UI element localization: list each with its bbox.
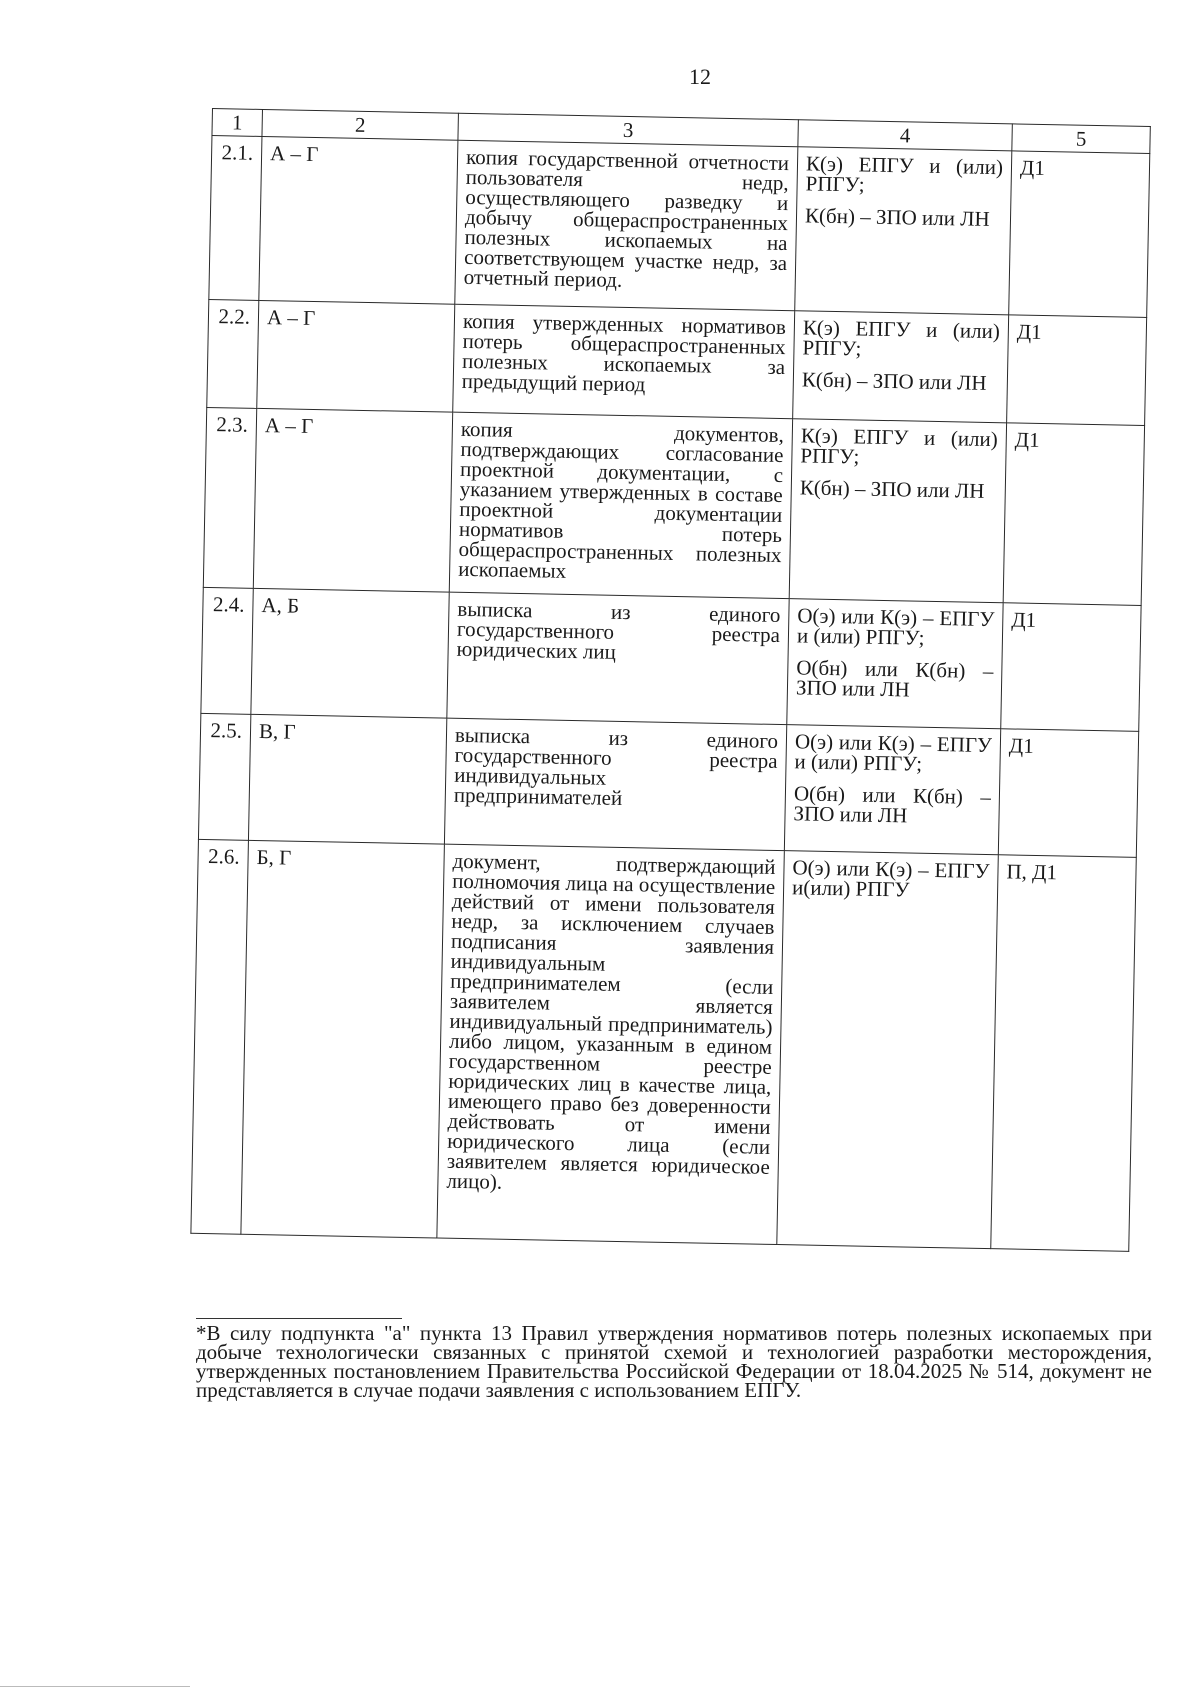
header-col-5: 5 xyxy=(1012,124,1150,154)
submission-electronic: К(э) ЕПГУ и (или) РПГУ; xyxy=(800,423,999,469)
row-code: Д1 xyxy=(998,729,1138,858)
page-number: 12 xyxy=(689,64,711,89)
row-category: Б, Г xyxy=(241,840,445,1238)
row-category: А – Г xyxy=(253,408,452,592)
footnote-divider xyxy=(196,1318,402,1319)
row-code: Д1 xyxy=(1003,423,1144,606)
table-row xyxy=(207,299,1147,425)
row-number: 2.6. xyxy=(191,839,249,1234)
row-submission-method xyxy=(795,147,1012,315)
submission-electronic: К(э) ЕПГУ и (или) РПГУ; xyxy=(805,151,1004,197)
row-category: А, Б xyxy=(251,588,449,718)
row-submission-method xyxy=(784,725,1000,855)
row-category: А – Г xyxy=(259,136,458,304)
row-submission-method xyxy=(777,851,999,1249)
row-document: копия государственной отчетности пользователя недр, осуществляющего разведку и добычу общераспространенных полезных ископаемых на соответствующем участке недр, за отчетный период. xyxy=(455,140,798,310)
row-code: Д1 xyxy=(1007,315,1147,426)
row-document: выписка из единого государственного реестра индивидуальных предпринимателей xyxy=(444,718,786,851)
row-code: Д1 xyxy=(1001,603,1141,732)
header-col-2: 2 xyxy=(262,109,458,140)
submission-paper: О(бн) или К(бн) – ЗПО или ЛН xyxy=(793,781,992,828)
table-row xyxy=(209,136,1150,318)
table-row xyxy=(191,839,1136,1251)
header-col-1: 1 xyxy=(212,109,263,137)
table-row xyxy=(198,713,1138,857)
row-submission-method xyxy=(787,599,1003,729)
footnote-text: *В силу подпункта "а" пункта 13 Правил утверждения нормативов потерь полезных ископаемых при добыче технологически связанных с принятой схемой и технологией разработки месторождения, утвержденных постановлением Правительства Российской Федерации от 18.04.2025 № 514, документ не представляется в случае подачи заявления с использованием ЕПГУ. xyxy=(196,1321,1152,1402)
row-document: копия документов, подтверждающих согласование проектной документации, с указанием утвержденных в составе проектной документации нормативов потерь общераспространенных полезных ископаемых xyxy=(449,412,792,598)
row-document: копия утвержденных нормативов потерь общераспространенных полезных ископаемых за предыдущий период xyxy=(453,304,795,419)
table-row xyxy=(201,587,1141,731)
row-code: П, Д1 xyxy=(991,855,1137,1252)
submission-paper: К(бн) – ЗПО или ЛН xyxy=(801,367,987,395)
row-document: выписка из единого государственного реестра юридических лиц xyxy=(447,592,789,725)
submission-electronic: О(э) или К(э) – ЕПГУ и(или) РПГУ xyxy=(791,855,990,902)
row-number: 2.4. xyxy=(201,587,253,714)
scan-edge-line xyxy=(0,1686,190,1687)
row-category: В, Г xyxy=(248,714,446,844)
table-row xyxy=(203,407,1144,605)
header-col-3: 3 xyxy=(458,113,798,147)
row-number: 2.1. xyxy=(209,136,262,301)
requirements-table xyxy=(190,108,1150,1252)
row-submission-method xyxy=(789,419,1006,603)
row-submission-method xyxy=(793,311,1009,423)
submission-electronic: К(э) ЕПГУ и (или) РПГУ; xyxy=(802,315,1001,361)
submission-paper: К(бн) – ЗПО или ЛН xyxy=(804,203,990,231)
submission-electronic: О(э) или К(э) – ЕПГУ и (или) РПГУ; xyxy=(796,603,995,650)
row-document: документ, подтверждающий полномочия лица на осуществление действий от имени пользователя недр, за исключением случаев подписания заявления индивидуальным предпринимателем (если заявителем является индивидуальный предприниматель) либо лицом, указанным в едином государственном реестре юридических лиц в качестве лица, имеющего право без доверенности действовать от имени юридического лица (если заявителем является юридическое лицо). xyxy=(437,844,785,1244)
row-number: 2.3. xyxy=(203,407,256,588)
submission-paper: К(бн) – ЗПО или ЛН xyxy=(799,475,985,503)
header-col-4: 4 xyxy=(798,120,1012,151)
row-category: А – Г xyxy=(257,300,455,412)
submission-electronic: О(э) или К(э) – ЕПГУ и (или) РПГУ; xyxy=(794,729,993,776)
row-number: 2.5. xyxy=(198,713,250,840)
row-number: 2.2. xyxy=(207,299,259,408)
submission-paper: О(бн) или К(бн) – ЗПО или ЛН xyxy=(795,655,994,702)
row-code: Д1 xyxy=(1009,151,1150,318)
